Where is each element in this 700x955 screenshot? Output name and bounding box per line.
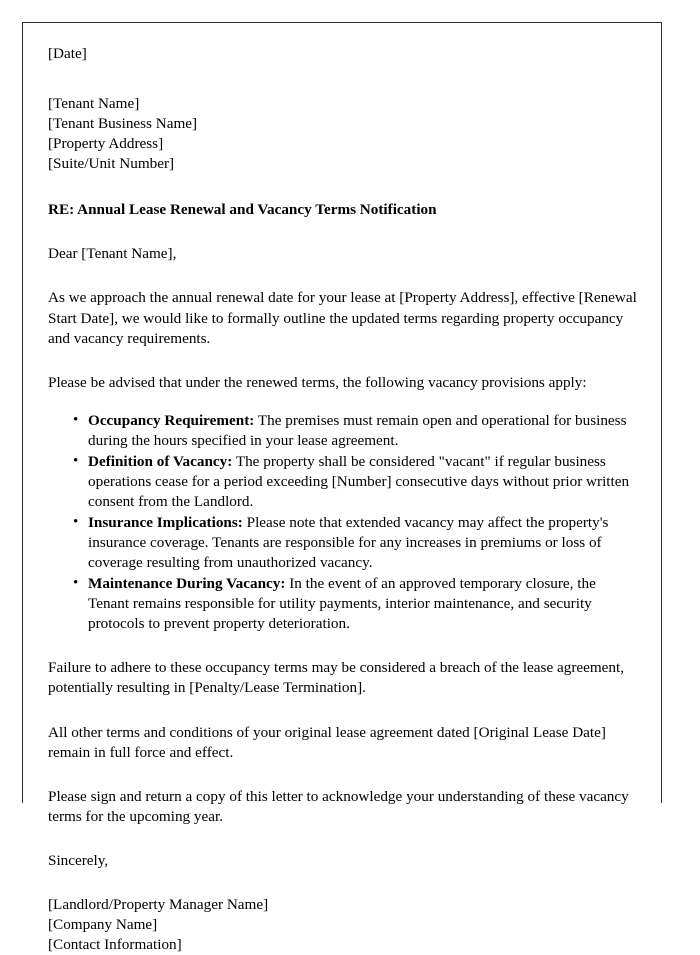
provision-detail: The premises must remain open and operational for business during the hours specified in your lease agreement. [88,411,627,449]
list-item [88,574,638,634]
provision-term: Definition of Vacancy: [88,452,233,470]
date-placeholder: [Date] [48,45,87,62]
recipient-line-suite-number: [Suite/Unit Number] [48,155,175,173]
signature-line-contact-info: [Contact Information] [48,935,182,953]
intro-paragraph: As we approach the annual renewal date for your lease at [Property Address], effective [Renewal Start Date], we would like to formally outline the updated terms regarding property occupancy and vacancy requirements. [48,289,637,347]
vacancy-provisions-list [48,411,638,635]
salutation: Dear [Tenant Name], [48,245,177,263]
letter-body [48,44,638,955]
list-intro-paragraph: Please be advised that under the renewed terms, the following vacancy provisions apply: [48,373,587,391]
closing-salutation: Sincerely, [48,851,109,869]
provision-term: Occupancy Requirement: [88,411,255,429]
list-item [88,513,638,573]
signature-request-paragraph: Please sign and return a copy of this letter to acknowledge your understanding of these vacancy terms for the upcoming year. [48,787,629,825]
recipient-address-block [48,94,638,174]
signature-line-company-name: [Company Name] [48,915,158,933]
signature-block [48,895,638,955]
breach-paragraph: Failure to adhere to these occupancy terms may be considered a breach of the lease agreement, potentially resulting in [Penalty/Lease Termination]. [48,659,625,697]
provision-detail: Please note that extended vacancy may affect the property's insurance coverage. Tenants are responsible for any increases in premiums or loss of coverage resulting from unauthorized vacancy. [88,514,609,572]
list-item [88,452,638,512]
provision-term: Maintenance During Vacancy: [88,575,286,593]
list-item [88,411,638,451]
other-terms-paragraph: All other terms and conditions of your original lease agreement dated [Original Lease Date] remain in full force and effect. [48,723,606,761]
recipient-line-business-name: [Tenant Business Name] [48,115,198,133]
recipient-line-property-address: [Property Address] [48,135,164,153]
recipient-line-tenant-name: [Tenant Name] [48,95,140,113]
subject-line: RE: Annual Lease Renewal and Vacancy Terms Notification [48,201,437,219]
provision-term: Insurance Implications: [88,514,243,531]
provision-detail: The property shall be considered "vacant" if regular business operations cease for a period exceeding [Number] consecutive days without prior written consent from the Landlord. [88,452,630,510]
provision-detail: In the event of an approved temporary closure, the Tenant remains responsible for utility payments, interior maintenance, and security protocols to prevent property deterioration. [88,575,596,633]
signature-line-manager-name: [Landlord/Property Manager Name] [48,895,269,913]
